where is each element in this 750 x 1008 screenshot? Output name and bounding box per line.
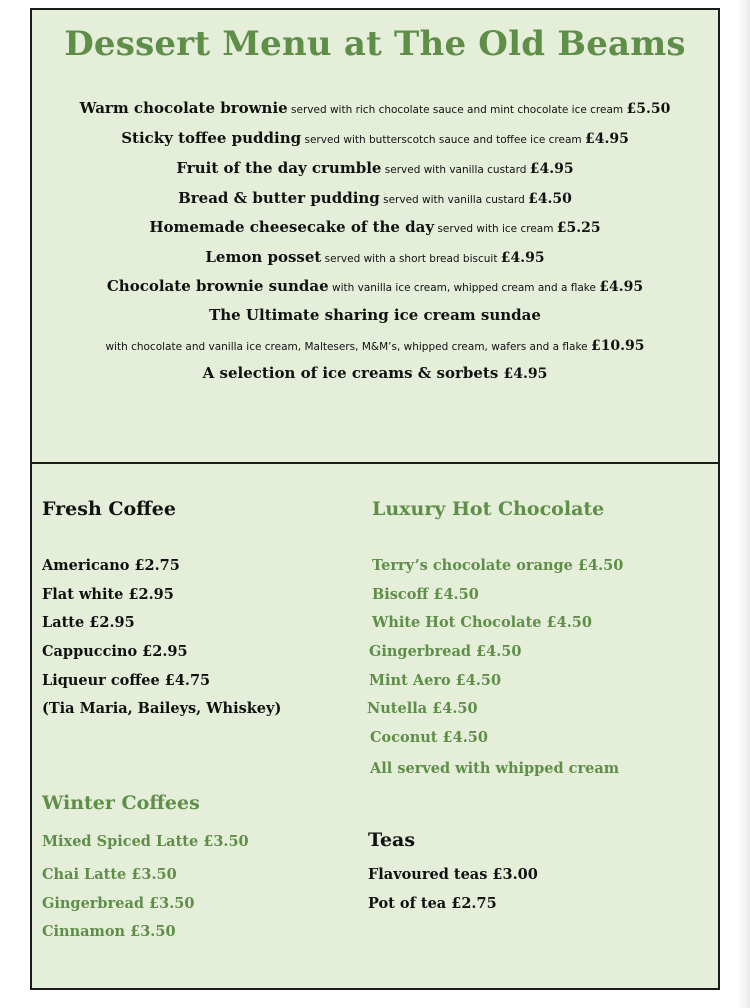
dessert-name: Homemade cheesecake of the day [149,218,435,236]
dessert-price: £10.95 [590,338,645,354]
dessert-name: Chocolate brownie sundae [106,277,329,295]
menu-title: Dessert Menu at The Old Beams [64,24,686,64]
hot-chocolate-heading: Luxury Hot Chocolate [372,498,605,520]
dessert-item-sharing-sundae [32,305,718,325]
dessert-description: served with vanilla custard [379,194,529,206]
dessert-description: served with rich chocolate sauce and mint chocolate ice cream [287,104,627,116]
dessert-name: The Ultimate sharing ice cream sundae [209,306,541,324]
dessert-price: £4.95 [584,131,629,147]
dessert-menu-panel [30,8,720,464]
dessert-item-sharing-sundae-details [32,335,718,357]
dessert-price: £5.25 [556,220,601,236]
dessert-item-crumble [32,158,718,180]
winter-coffee-item: Cinnamon £3.50 [42,923,176,940]
dessert-price: £4.95 [500,250,545,266]
dessert-description: served with a short bread biscuit [321,253,501,265]
tea-item: Flavoured teas £3.00 [368,866,538,883]
teas-heading: Teas [368,829,416,851]
dessert-item-brownie [32,98,718,120]
dessert-price: £4.50 [528,191,572,207]
dessert-item-sticky-toffee [32,128,718,150]
dessert-name: Lemon posset [205,248,322,266]
coffee-item: Cappuccino £2.95 [42,643,188,660]
hot-chocolate-item: Nutella £4.50 [367,700,478,717]
dessert-item-lemon-posset [32,247,718,269]
coffee-item: Americano £2.75 [42,557,180,574]
dessert-name: Warm chocolate brownie [79,99,288,117]
hot-chocolate-item: Coconut £4.50 [370,729,488,746]
dessert-description: served with ice cream [434,223,557,235]
coffee-item: Flat white £2.95 [42,586,174,603]
winter-coffees-heading: Winter Coffees [42,792,200,814]
dessert-price: £5.50 [626,101,671,117]
winter-coffee-item: Mixed Spiced Latte £3.50 [42,833,249,850]
dessert-item-brownie-sundae [32,276,718,298]
dessert-item-cheesecake [32,217,718,239]
dessert-name: A selection of ice creams & sorbets [202,364,504,382]
dessert-name: Sticky toffee pudding [121,129,302,147]
hot-chocolate-note: All served with whipped cream [370,760,620,777]
hot-chocolate-item: Mint Aero £4.50 [369,672,502,689]
fresh-coffee-heading: Fresh Coffee [42,498,176,520]
tea-item: Pot of tea £2.75 [368,895,497,912]
coffee-item: Liqueur coffee £4.75 [42,672,211,689]
dessert-description: served with butterscotch sauce and toffee ice cream [301,134,585,146]
winter-coffee-item: Chai Latte £3.50 [42,866,177,883]
coffee-item-note: (Tia Maria, Baileys, Whiskey) [42,700,282,717]
hot-chocolate-item: White Hot Chocolate £4.50 [372,614,592,631]
dessert-price: £4.95 [503,366,548,382]
dessert-item-ice-cream-selection [32,363,718,384]
page-edge-shadow [738,0,750,1008]
dessert-name: Bread & butter pudding [178,189,380,207]
drinks-menu-panel [30,462,720,990]
dessert-description: with chocolate and vanilla ice cream, Maltesers, M&M’s, whipped cream, wafers and a flake [105,341,591,353]
dessert-description: served with vanilla custard [381,164,530,176]
hot-chocolate-item: Terry’s chocolate orange £4.50 [372,557,624,574]
hot-chocolate-item: Gingerbread £4.50 [369,643,522,660]
dessert-item-bread-butter [32,188,718,210]
winter-coffee-item: Gingerbread £3.50 [42,895,195,912]
dessert-name: Fruit of the day crumble [176,159,382,177]
coffee-item: Latte £2.95 [42,614,135,631]
dessert-price: £4.95 [529,161,574,177]
dessert-description: with vanilla ice cream, whipped cream and a flake [328,282,600,294]
dessert-price: £4.95 [599,279,644,295]
hot-chocolate-item: Biscoff £4.50 [372,586,479,603]
